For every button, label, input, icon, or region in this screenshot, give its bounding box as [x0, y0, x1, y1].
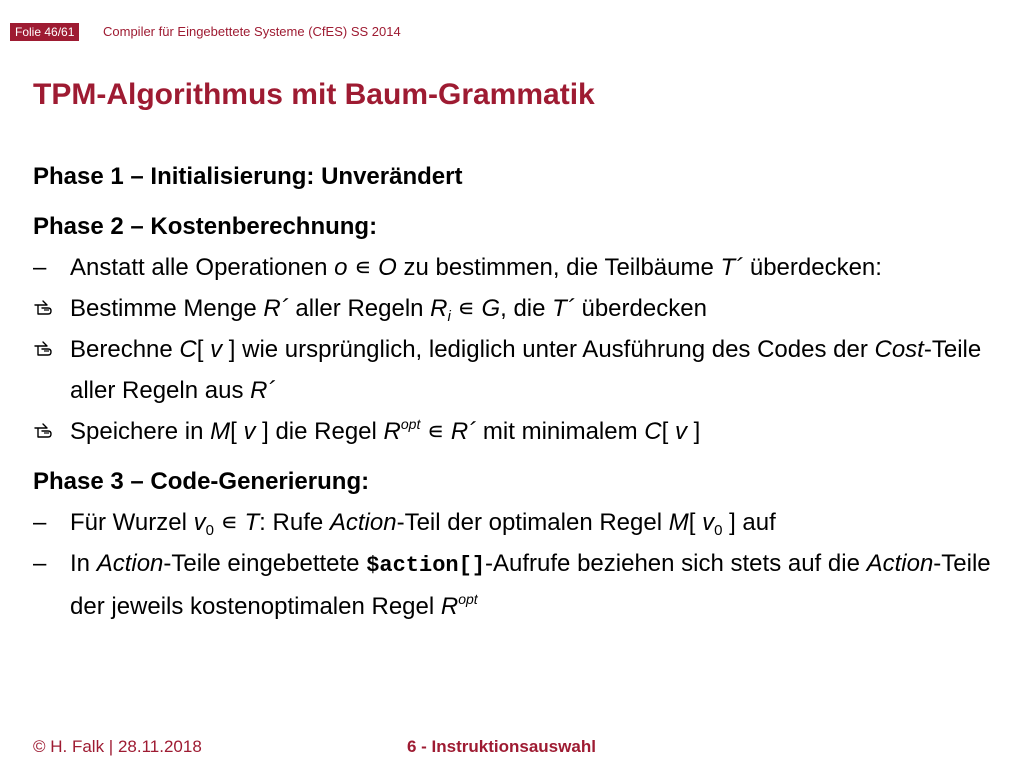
- dash-bullet: –: [33, 550, 47, 577]
- pointing-hand-icon: [34, 340, 56, 358]
- phase-2-item-4: Speichere in M[ v ] die Regel $R^{opt}$ ∊ R´ mit minimalem C[ v ]: [33, 411, 993, 452]
- phase-2-item-2: Bestimme Menge R´ aller Regeln $R_i$ ∊ G, die T´ überdecken: [33, 288, 993, 329]
- phase-3-item-2: – In Action-Teile eingebettete $action[]-Aufrufe beziehen sich stets auf die Action-Teile der jeweils kostenoptimalen Regel $R^{opt}$: [33, 543, 993, 627]
- pointing-hand-icon: [34, 299, 56, 317]
- dash-bullet: –: [33, 254, 47, 281]
- phase-1-heading: Phase 1 – Initialisierung: Unverändert: [33, 163, 463, 190]
- phase-2-item-3: Berechne C[ v ] wie ursprünglich, lediglich unter Ausführung des Codes der Cost-Teile aller Regeln aus R´: [33, 329, 993, 411]
- slide-content: [33, 156, 993, 627]
- slide-title: TPM-Algorithmus mit Baum-Grammatik: [33, 78, 595, 111]
- phase-2-heading: Phase 2 – Kostenberechnung:: [33, 213, 378, 240]
- pointing-hand-icon: [34, 422, 56, 440]
- action-code: $action[]: [366, 553, 486, 578]
- phase-3-heading: Phase 3 – Code-Generierung:: [33, 468, 370, 495]
- slide-number-badge: Folie 46/61: [10, 23, 79, 41]
- dash-bullet: –: [33, 509, 47, 536]
- footer-chapter: 6 - Instruktionsauswahl: [407, 737, 596, 756]
- phase-3-item-1: – Für Wurzel $v_0$ ∊ T: Rufe Action-Teil der optimalen Regel M[ $v_0$ ] auf: [33, 502, 993, 543]
- phase-2-item-1: – Anstatt alle Operationen o ∊ O zu bestimmen, die Teilbäume T´ überdecken:: [33, 247, 993, 288]
- course-title: Compiler für Eingebettete Systeme (CfES) SS 2014: [103, 24, 401, 39]
- footer-author-date: © H. Falk | 28.11.2018: [33, 737, 202, 756]
